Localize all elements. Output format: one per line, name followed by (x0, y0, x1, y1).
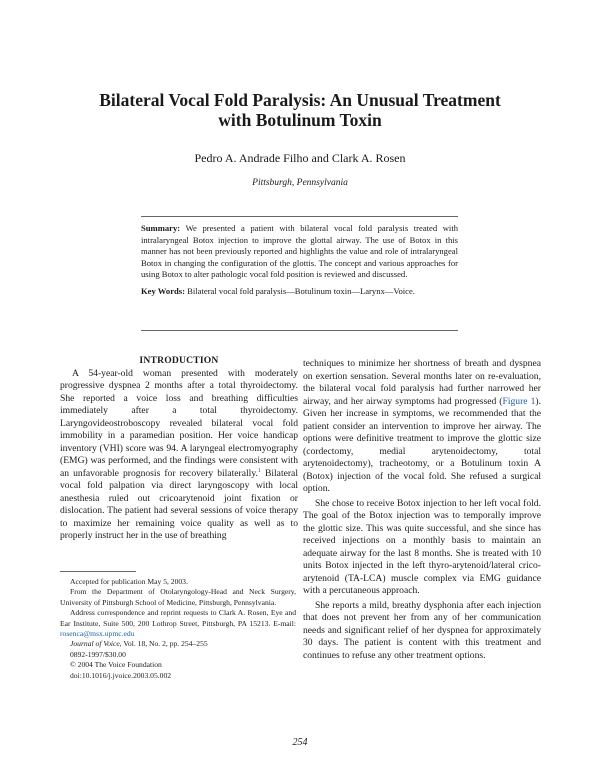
abstract (141, 223, 458, 298)
case-text-a: techniques to minimize her shortness of breath and dyspnea on exertion sensation. Several months later on re-evaluation, the bilateral vocal fold paralysis had further narrowed her airway, and her airway symptoms had progressed ( (303, 358, 541, 407)
title-line-2: with Botulinum Toxin (218, 110, 382, 130)
page-number: 254 (292, 737, 308, 748)
footnote-address-text: Address correspondence and reprint requests to Clark A. Rosen, Eye and Ear Institute, Suite 500, 200 Lothrop Street, Pittsburgh, PA 15213. E-mail: (60, 608, 296, 628)
keywords (141, 286, 458, 298)
article-title (40, 90, 560, 130)
journal-name: Journal of Voice, (70, 639, 122, 649)
footnote-from: From the Department of Otolaryngology-Head and Neck Surgery, University of Pittsburgh School of Medicine, Pittsburgh, Pennsylvania. (60, 587, 296, 607)
authors: Pedro A. Andrade Filho and Clark A. Rosen (194, 151, 406, 165)
case-paragraph-2: She chose to receive Botox injection to her left vocal fold. The goal of the Botox injection was to temporally improve the glottic size. This was quite successful, and she since has received injections on a monthly basis to maintain an adequate airway for the last 8 months. She is treated with 10 units Botox injected in the left thyro-arytenoid/lateral crico-arytenoid (TA-LCA) muscle complex via EMG guidance with a percutaneous approach. (303, 497, 541, 596)
case-paragraph-3: She reports a mild, breathy dysphonia after each injection that does not prevent her from any of her communication needs and significant relief of her dyspnea for approximately 30 days. The patient is content with this treatment and continues to refuse any other treatment options. (303, 599, 541, 661)
summary (141, 223, 458, 281)
keywords-label: Key Words: (141, 285, 186, 296)
abstract-bottom-rule (141, 330, 458, 331)
intro-text-b: Bilateral vocal fold palpation via direct laryngoscopy with local anesthesia ruled out cricoarytenoid joint fixation or dislocation. The patient had several sessions of voice therapy to maximize her remaining voice quality as well as to properly instruct her in the use of breathing (60, 467, 298, 541)
footnote-issn: 0892-1997/$30.00 (70, 649, 126, 659)
reference-1-link[interactable]: 1 (257, 467, 261, 474)
footnote-doi: doi:10.1016/j.jvoice.2003.05.002 (70, 670, 172, 680)
footnote-journal (60, 639, 296, 649)
title-line-1: Bilateral Vocal Fold Paralysis: An Unusual Treatment (99, 90, 501, 110)
summary-text: We presented a patient with bilateral vocal fold paralysis treated with intralaryngeal Botox injection to improve the glottal airway. The use of Botox in this manner has not been previously reported and highlights the value and role of intralaryngeal Botox in changing the configuration of the glottis. The concept and various approaches for using Botox to alter pathologic vocal fold position is reviewed and discussed. (141, 223, 459, 280)
journal-volume: Vol. 18, No. 2, pp. 254–255 (121, 639, 208, 649)
right-column (303, 358, 541, 662)
left-column (60, 355, 298, 543)
affiliation: Pittsburgh, Pennsylvania (252, 178, 348, 188)
intro-paragraph-1 (60, 368, 298, 543)
case-paragraph-1 (303, 358, 541, 496)
footnotes (60, 577, 296, 681)
section-heading-introduction: INTRODUCTION (139, 355, 219, 366)
figure-1-link[interactable]: Figure 1 (502, 395, 536, 407)
footnote-copyright: © 2004 The Voice Foundation (70, 660, 162, 670)
case-text-b: ). Given her increase in symptoms, we recommended that the patient consider an intervention to improve her airway. The options were definitive treatment to improve the glottic size (cordectomy, medial arytenoidectomy, total arytenoidectomy), tracheotomy, or a Botulinum toxin A (Botox) injection of the vocal fold. She refused a surgical option. (303, 395, 541, 494)
email-link[interactable]: rosenca@msx.upmc.edu (60, 629, 135, 639)
abstract-top-rule (141, 216, 458, 217)
summary-label: Summary: (141, 223, 181, 233)
keywords-text: Bilateral vocal fold paralysis—Botulinum toxin—Larynx—Voice. (187, 285, 415, 296)
footnote-accepted: Accepted for publication May 5, 2003. (70, 577, 188, 586)
footnote-rule (60, 571, 136, 572)
footnote-address (60, 608, 296, 639)
intro-text-a: A 54-year-old woman presented with moderately progressive dyspnea 2 months after a total thyroidectomy. She reported a voice loss and breathing difficulties immediately after a total thyroidectomy. Laryngovideostroboscopy revealed bilateral vocal fold immobility in a paramedian position. Her voice handicap inventory (VHI) score was 94. A laryngeal electromyography (EMG) was performed, and the findings were consistent with an unfavorable prognosis for recovery bilaterally. (60, 367, 298, 479)
